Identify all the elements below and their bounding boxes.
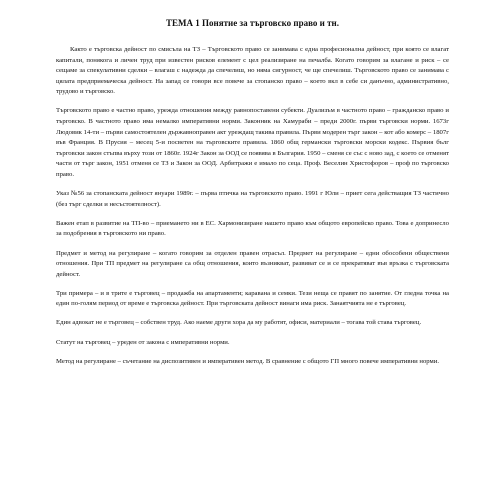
paragraph-eu-stage: Важен етап в развитие на ТП-во – приемането ни в ЕС. Хармонизиране нашето право към общото европейско право. Това е допринесло за подобрения в търговското ни право.	[56, 219, 449, 238]
paragraph-lawyer: Един адвокат не е търговец – собствен труд. Ако наеме други хора да му работят, офиси, материали – тогава той става търговец.	[56, 319, 422, 327]
paragraph-three-examples: Три примера – и в трите е търговец – продажба на апартаменти; каравана и семки. Тези неща се правят по занятие. От гледна точка на един по-голям период от време е търговска дейност. При търговската дейност винаги има риск. Занаятчията не е търговец.	[56, 289, 449, 308]
paragraph-private-law: Търговското право е частно право, урежда отношения между равнопоставени субекти. Дуализъм в частното право – гражданско право и търговско. В частното право има немалко императивни норми. Законник на Хамураби – преди 2000г. първи търговски норми. 1673г Людовик 14-ти – първи самостоятелен държавноправен акт уреждащ такива правила. Първи модерен търг закон – кот або комерс – 1807г във Франция. В Прусия – месец 5-и посветен на търговските правила. 1860 общ германски търговски морски кодекс. Първия бълг търговски закон стъпва върху този от 1860г. 1924г Закон за ООД се появява в България. 1950 – сменя се със с ново зад, с което се отменят части от търг закон, 1951 отменя се ТЗ и Закон за ООД. Арбитражи е имало по сеца. Проф. Веселин Христофоров – проф по търговско право.	[56, 107, 449, 179]
paragraph-decree-56: Указ №56 за стопанската дейност януари 1989г. – първа птичка на търговското право. 1991 г Юли – приет сега действащия ТЗ частично (без търг сделки и несъстоятелност).	[56, 190, 449, 208]
document-title: ТЕМА 1 Понятие за търговско право и тн.	[166, 18, 339, 28]
paragraph-subject-method: Предмет и метод на регулиране – когато говорим за отделен правен отрасъл. Предмет на регулиране – едни обособени обществени отношения. При ТП предмет на регулиране са общ отношения, които възникват, развиват се и се прекратяват във връзка с търговската дейност.	[56, 249, 449, 278]
paragraph-intro: Както е търговска дейност по смисъла на ТЗ – Търговското право се занимава с една професионална дейност, при която се влагат капитали, понякога и личен труд при известен рисков елемент с цел реализиране на печалба. Когато говорим за влагане и риск – се сещаме за спекулативни сделки – влагаш с надежда да спечелиш, но няма сигурност, че ще спечелиш. Търговското право се занимава с цялата предприемаческа дейност. На запад се говори все повече за стопанско право – което вкл в себе си данъчно, административно, трудово и търговско.	[56, 46, 449, 96]
paragraph-merchant-status: Статут на търговец – уреден от закона с императивни норми.	[56, 338, 230, 346]
document-page	[56, 18, 449, 376]
paragraph-regulation-method: Метод на регулиране – съчетание на диспозитивен и императивен метод. В сравнение с общото ГП много повече императивни норми.	[56, 357, 440, 365]
